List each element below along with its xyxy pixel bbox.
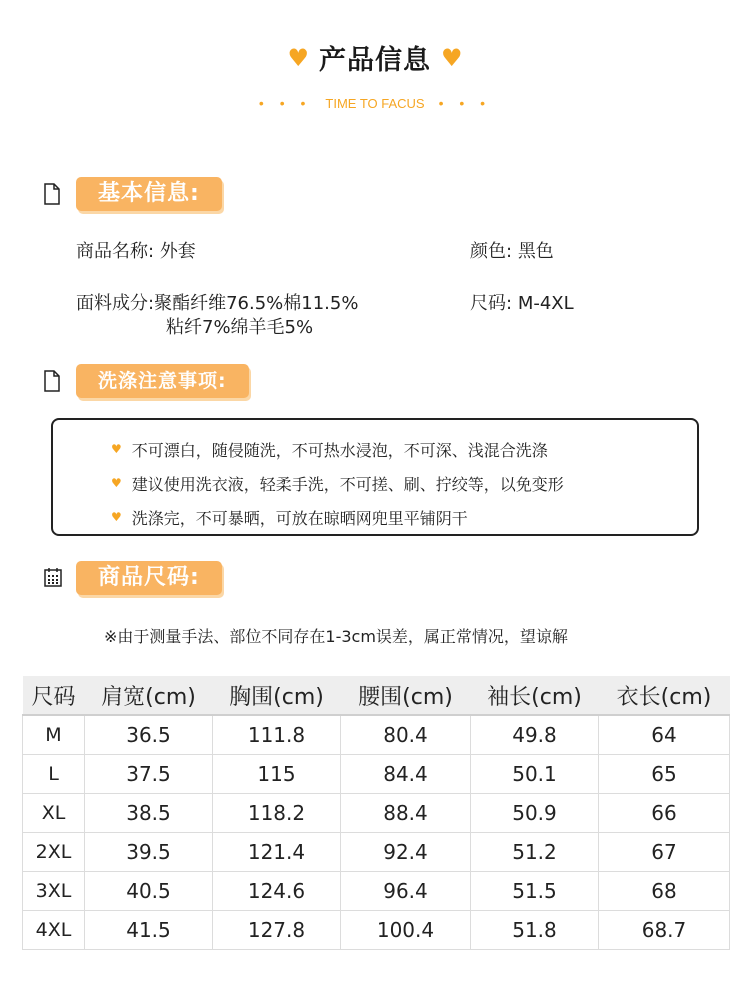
fabric-row-2 bbox=[166, 316, 313, 340]
column-header: 尺码 bbox=[23, 676, 85, 715]
table-cell: 88.4 bbox=[341, 794, 471, 833]
care-item-text: 建议使用洗衣液，轻柔手洗，不可搓、刷、拧绞等，以免变形 bbox=[131, 474, 564, 494]
size-range-label: 尺码: bbox=[470, 293, 513, 314]
table-cell: 80.4 bbox=[341, 715, 471, 755]
document-icon bbox=[44, 183, 60, 205]
title-row bbox=[0, 38, 750, 77]
table-cell: 41.5 bbox=[85, 911, 213, 950]
table-cell: 39.5 bbox=[85, 833, 213, 872]
column-header: 腰围(cm) bbox=[341, 676, 471, 715]
table-cell: 36.5 bbox=[85, 715, 213, 755]
table-row bbox=[23, 794, 730, 833]
column-header: 衣长(cm) bbox=[599, 676, 730, 715]
product-name-label: 商品名称: bbox=[76, 241, 155, 262]
care-item-text: 洗涤完，不可暴晒，可放在晾晒网兜里平铺阴干 bbox=[131, 508, 468, 528]
document-icon bbox=[44, 370, 60, 392]
table-row bbox=[23, 755, 730, 794]
table-cell: 84.4 bbox=[341, 755, 471, 794]
care-item bbox=[111, 500, 697, 534]
care-badge: 洗涤注意事项: bbox=[76, 364, 249, 398]
color-label: 颜色: bbox=[470, 241, 513, 262]
care-item bbox=[111, 466, 697, 500]
page-subtitle: TIME TO FACUS bbox=[325, 95, 425, 111]
heart-icon: ♥ bbox=[441, 43, 463, 72]
table-cell: 111.8 bbox=[213, 715, 341, 755]
table-cell: 118.2 bbox=[213, 794, 341, 833]
table-cell: 51.8 bbox=[471, 911, 599, 950]
basic-info-badge: 基本信息: bbox=[76, 177, 222, 211]
table-cell: 51.5 bbox=[471, 872, 599, 911]
column-header: 袖长(cm) bbox=[471, 676, 599, 715]
table-cell: 124.6 bbox=[213, 872, 341, 911]
size-chart-heading bbox=[44, 561, 222, 595]
subtitle-row bbox=[0, 95, 750, 111]
table-cell: XL bbox=[23, 794, 85, 833]
page-header bbox=[0, 38, 750, 111]
column-header: 胸围(cm) bbox=[213, 676, 341, 715]
size-chart-badge: 商品尺码: bbox=[76, 561, 222, 595]
table-cell: 50.9 bbox=[471, 794, 599, 833]
table-cell: 68 bbox=[599, 872, 730, 911]
table-cell: 2XL bbox=[23, 833, 85, 872]
table-cell: 50.1 bbox=[471, 755, 599, 794]
column-header: 肩宽(cm) bbox=[85, 676, 213, 715]
table-cell: 4XL bbox=[23, 911, 85, 950]
table-cell: 40.5 bbox=[85, 872, 213, 911]
fabric-row bbox=[76, 292, 358, 316]
measurement-note: ※由于测量手法、部位不同存在1-3cm误差，属正常情况，望谅解 bbox=[104, 627, 568, 646]
table-cell: 127.8 bbox=[213, 911, 341, 950]
heart-icon: ♥ bbox=[111, 476, 122, 490]
table-cell: 67 bbox=[599, 833, 730, 872]
care-heading bbox=[44, 364, 249, 398]
product-name-row bbox=[76, 240, 196, 264]
fabric-value-line1: 聚酯纤维76.5%棉11.5% bbox=[154, 293, 359, 314]
table-cell: 37.5 bbox=[85, 755, 213, 794]
table-cell: M bbox=[23, 715, 85, 755]
basic-info-heading bbox=[44, 177, 222, 211]
size-table bbox=[22, 676, 730, 950]
table-header-row bbox=[23, 676, 730, 715]
care-item-text: 不可漂白，随侵随洗，不可热水浸泡，不可深、浅混合洗涤 bbox=[131, 440, 548, 460]
page-title: 产品信息 bbox=[319, 45, 431, 76]
dots-decoration: • • • bbox=[438, 95, 492, 111]
size-range-row bbox=[470, 292, 574, 316]
table-row bbox=[23, 911, 730, 950]
table-cell: 49.8 bbox=[471, 715, 599, 755]
table-cell: 96.4 bbox=[341, 872, 471, 911]
heart-icon: ♥ bbox=[287, 43, 309, 72]
table-row bbox=[23, 833, 730, 872]
calendar-grid-icon bbox=[44, 567, 60, 589]
color-row bbox=[470, 240, 554, 264]
table-cell: 64 bbox=[599, 715, 730, 755]
size-range-value: M-4XL bbox=[517, 293, 574, 314]
table-cell: 3XL bbox=[23, 872, 85, 911]
table-cell: 100.4 bbox=[341, 911, 471, 950]
color-value: 黑色 bbox=[517, 241, 554, 262]
table-cell: 51.2 bbox=[471, 833, 599, 872]
fabric-label: 面料成分: bbox=[76, 293, 155, 314]
care-instructions-box bbox=[51, 418, 699, 536]
fabric-value-line2: 粘纤7%绵羊毛5% bbox=[166, 317, 314, 338]
product-name-value: 外套 bbox=[159, 241, 196, 262]
dots-decoration: • • • bbox=[258, 95, 312, 111]
table-row bbox=[23, 715, 730, 755]
table-cell: 121.4 bbox=[213, 833, 341, 872]
table-cell: 92.4 bbox=[341, 833, 471, 872]
care-item bbox=[111, 432, 697, 466]
table-cell: 115 bbox=[213, 755, 341, 794]
table-row bbox=[23, 872, 730, 911]
table-cell: 38.5 bbox=[85, 794, 213, 833]
table-cell: L bbox=[23, 755, 85, 794]
heart-icon: ♥ bbox=[111, 442, 122, 456]
table-cell: 66 bbox=[599, 794, 730, 833]
table-cell: 68.7 bbox=[599, 911, 730, 950]
heart-icon: ♥ bbox=[111, 510, 122, 524]
table-cell: 65 bbox=[599, 755, 730, 794]
